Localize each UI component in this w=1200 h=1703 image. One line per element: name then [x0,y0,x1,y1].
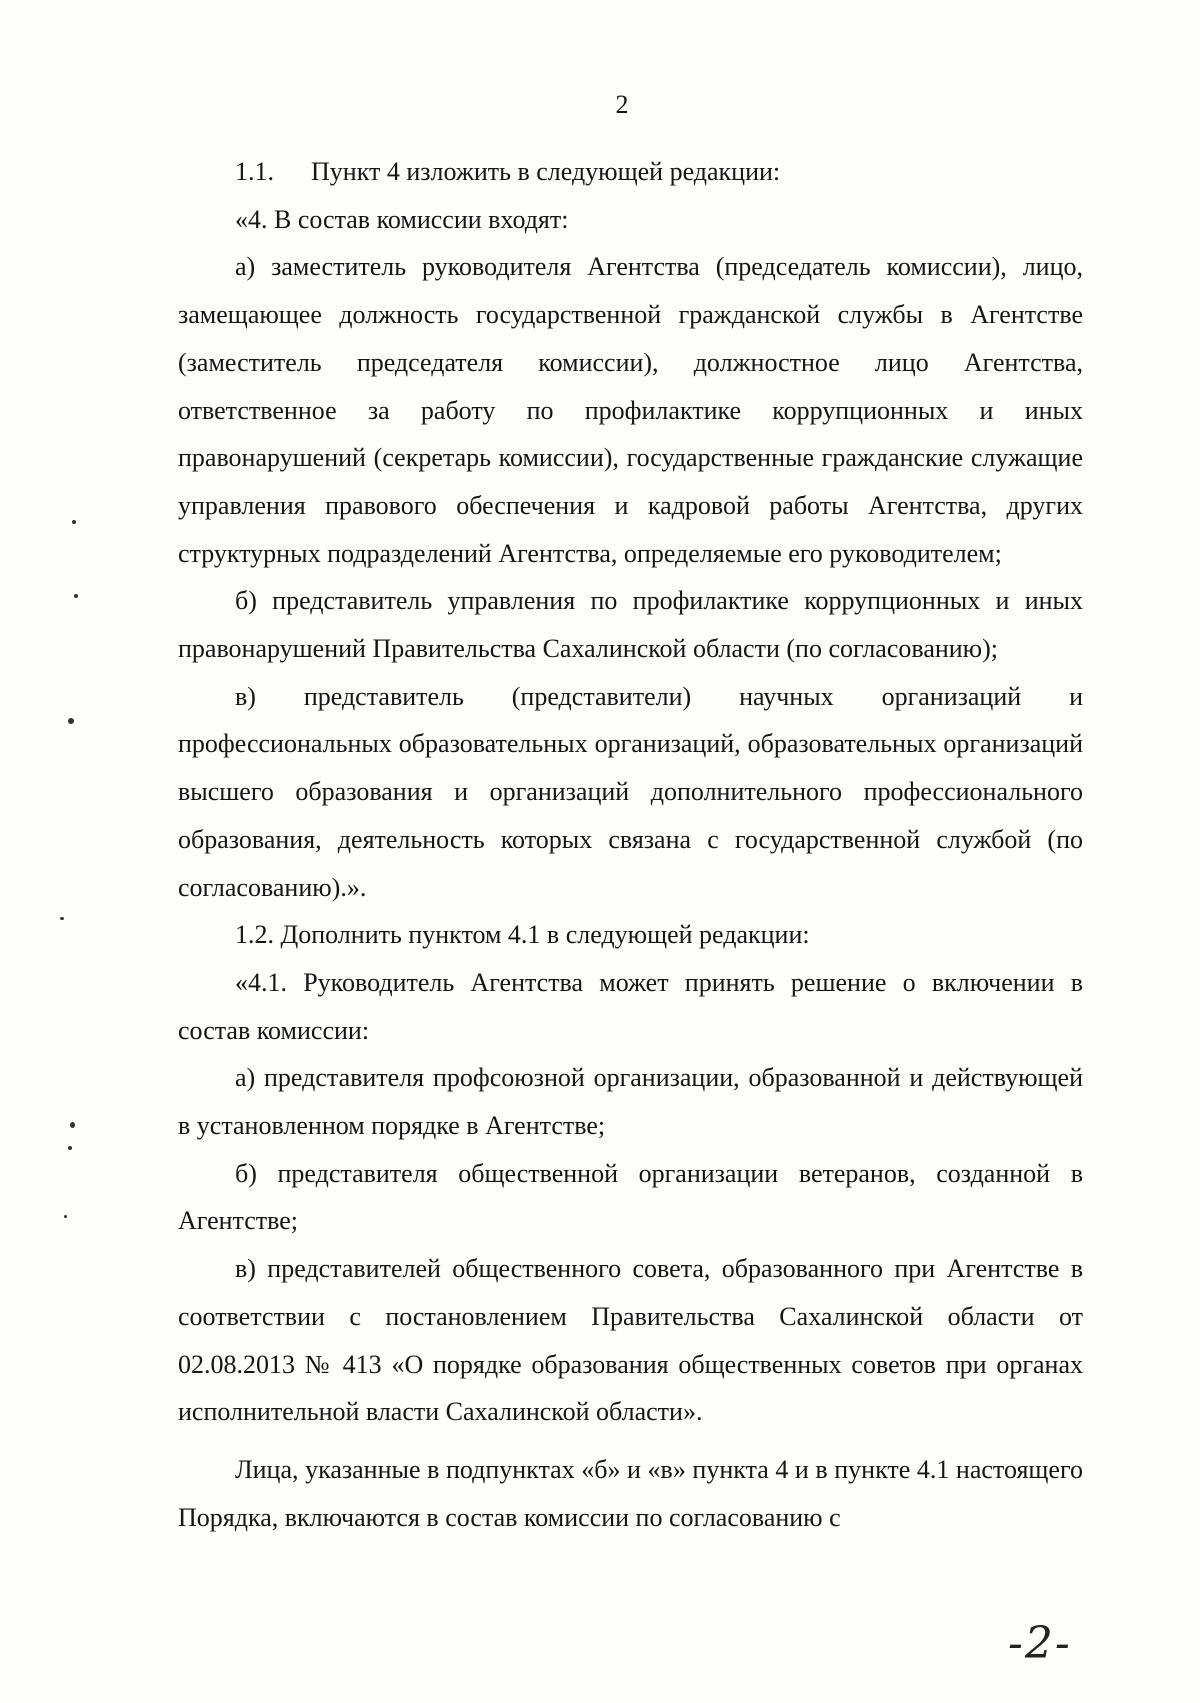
paragraph-item-4-intro: «4. В состав комиссии входят: [235,204,569,234]
paragraph-item-4-1-intro: «4.1. Руководитель Агентства может принять решение о включении в состав комиссии: [178,967,1083,1045]
scan-speck [72,520,76,524]
paragraph-item-4v: в) представитель (представители) научных организаций и профессиональных образовательных организаций, образовательных организаций высшего образования и организаций дополнительного профессионального образования, деятельность которых связана с государственной службой (по согласованию).». [178,681,1083,902]
clause-number: 1.1. [235,157,274,186]
paragraph-item-4a: а) заместитель руководителя Агентства (председатель комиссии), лицо, замещающее должность государственной гражданской службы в Агентстве (заместитель председателя комиссии), должностное лицо Агентства, ответственное за работу по профилактике коррупционных и иных правонарушений (секретарь комиссии), государственные гражданские служащие управления правового обеспечения и кадровой работы Агентства, других структурных подразделений Агентства, определяемые его руководителем; [178,252,1083,568]
page-number: 2 [615,90,629,119]
paragraph-closing: Лица, указанные в подпунктах «б» и «в» пункта 4 и в пункте 4.1 настоящего Порядка, включаются в состав комиссии по согласованию с [178,1454,1083,1532]
paragraph-1-1 [178,148,1083,196]
paragraph-text: Пункт 4 изложить в следующей редакции: [311,157,781,186]
scan-speck [74,594,78,598]
paragraph-item-4-1v: в) представителей общественного совета, образованного при Агентстве в соответствии с постановлением Правительства Сахалинской области от 02.08.2013 № 413 «О порядке образования общественных советов при органах исполнительной власти Сахалинской области». [178,1254,1083,1427]
paragraph-item-4-1b: б) представителя общественной организации ветеранов, созданной в Агентстве; [178,1158,1083,1236]
scan-speck [68,718,74,724]
paragraph-item-4-1a: а) представителя профсоюзной организации, образованной и действующей в установленном порядке в Агентстве; [178,1063,1083,1141]
scan-speck [64,1215,67,1218]
paragraph-item-4b: б) представитель управления по профилактике коррупционных и иных правонарушений Правительства Сахалинской области (по согласованию); [178,586,1083,664]
paragraph-1-2: 1.2. Дополнить пунктом 4.1 в следующей редакции: [235,920,810,950]
document-body [178,148,1083,1541]
scan-speck [70,1122,75,1128]
scan-speck [60,917,64,920]
scan-speck [68,1146,72,1150]
handwritten-page-mark: -2- [1008,1618,1072,1669]
